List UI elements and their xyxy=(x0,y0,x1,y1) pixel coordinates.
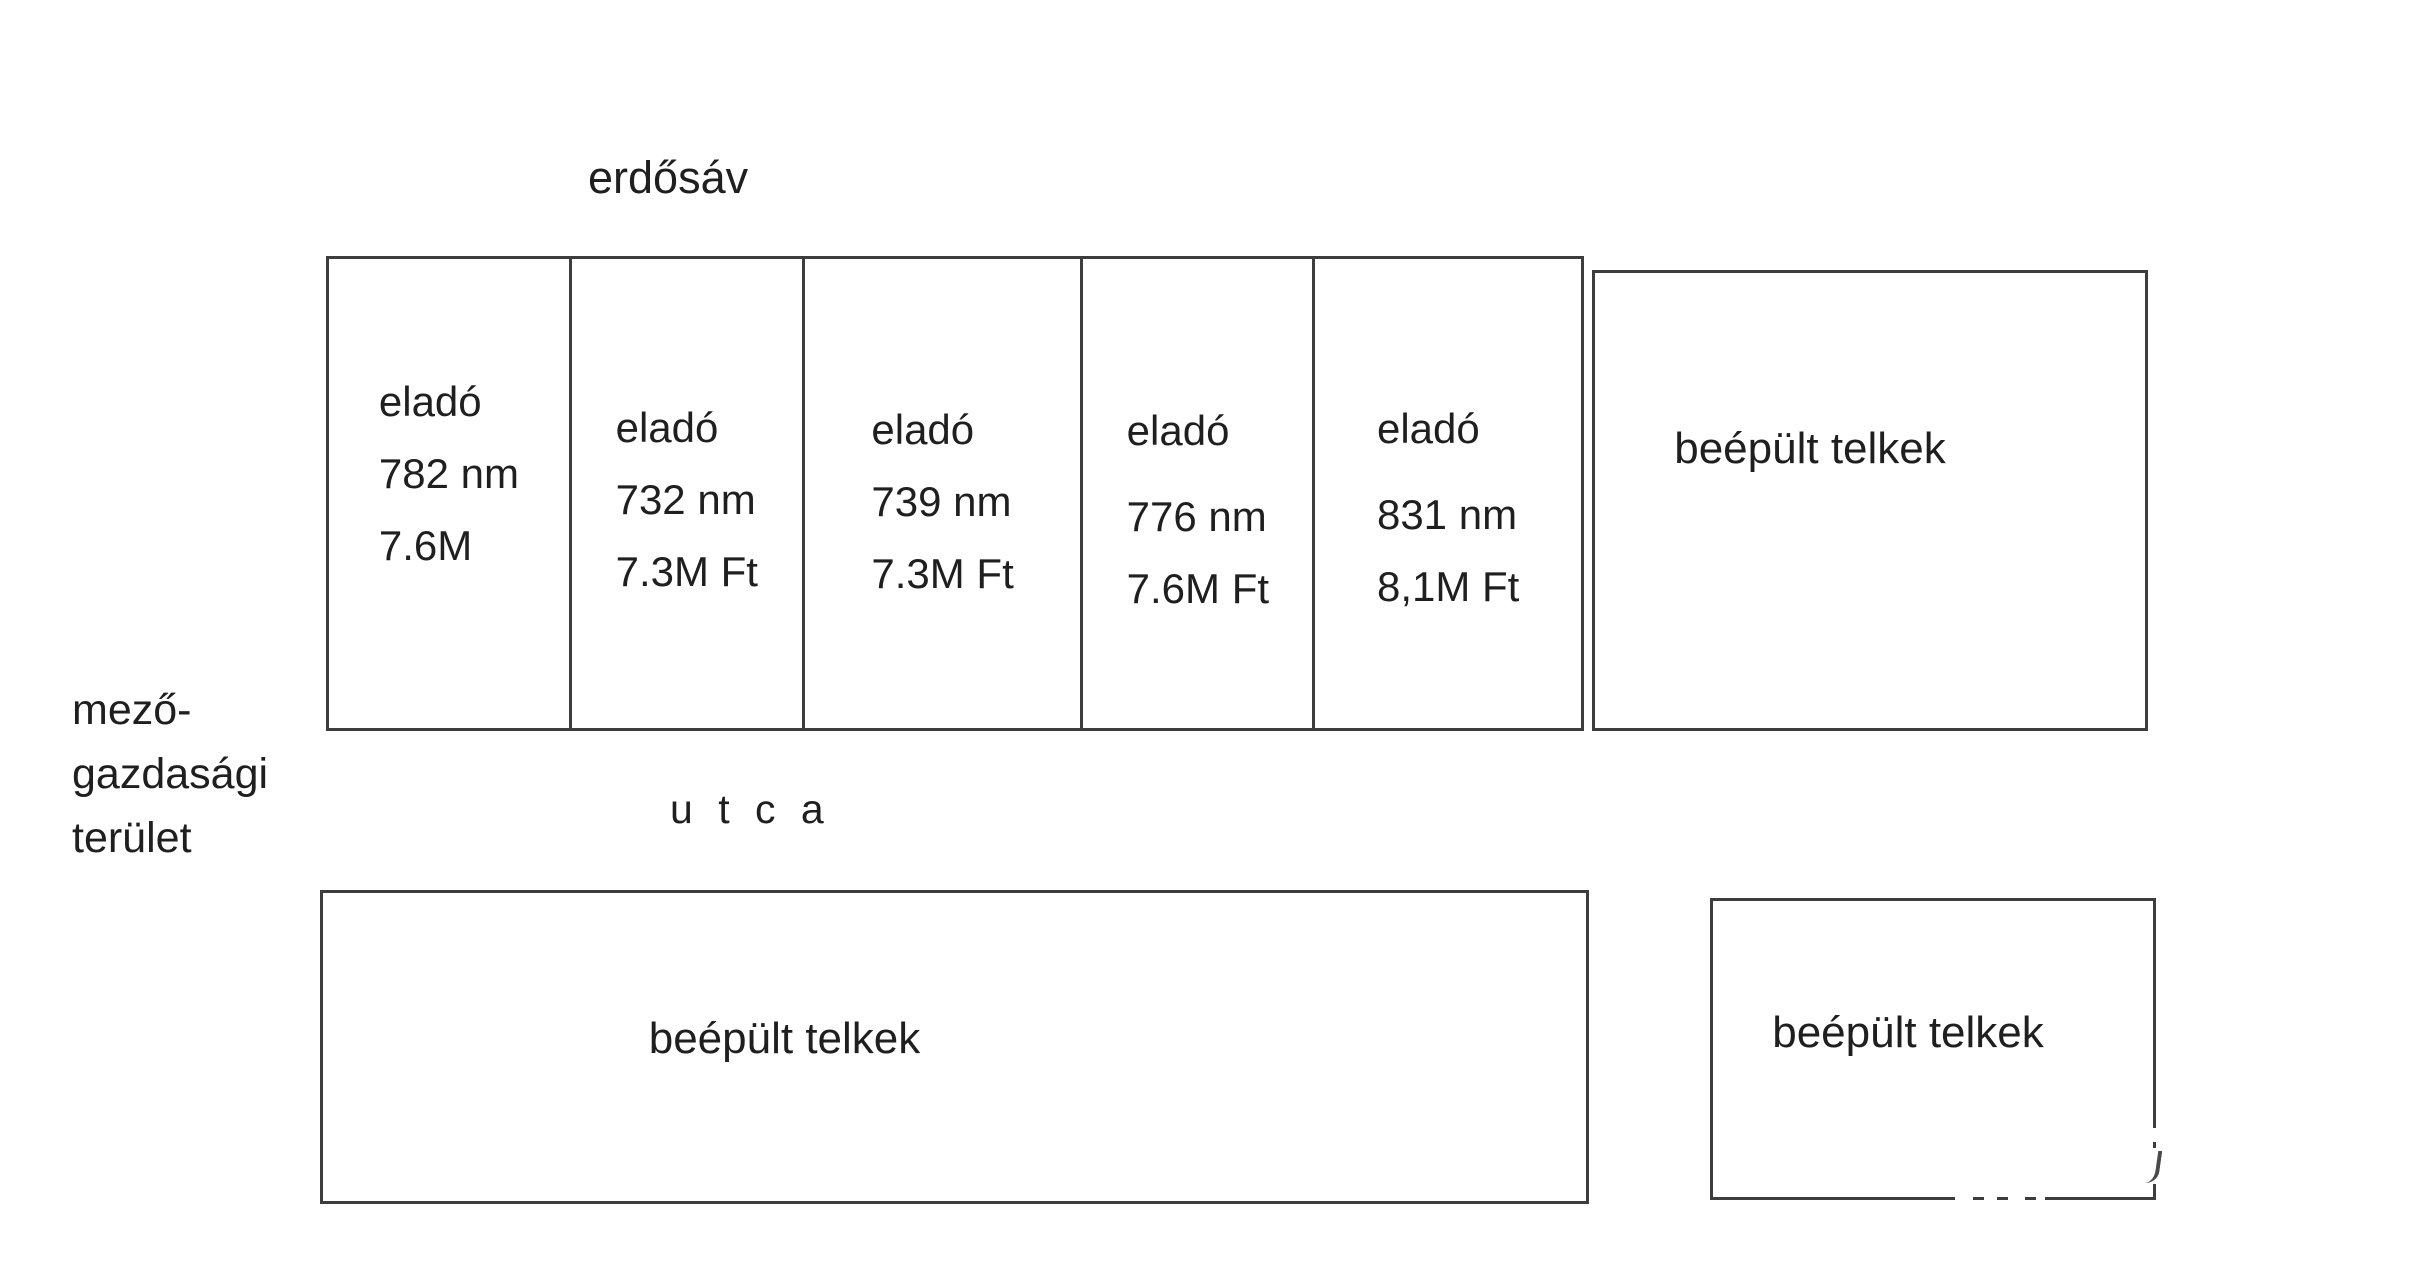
plot-box-5 xyxy=(1312,259,1581,728)
built-plots-top-right-label: beépült telkek xyxy=(1674,423,1946,473)
plot-4-status-label: eladó xyxy=(1126,406,1230,454)
watermark-artifact xyxy=(2008,1193,2025,1203)
built-plots-bottom-right-label: beépült telkek xyxy=(1772,1008,2044,1057)
street-label: u t c a xyxy=(670,786,831,832)
built-plots-box-bottom-left xyxy=(320,890,1589,1204)
plot-box-3 xyxy=(802,259,1081,728)
plot-3-price-label: 7.3M Ft xyxy=(871,549,1014,597)
built-plots-box-top-right xyxy=(1592,270,2148,731)
agricultural-area-label-line1: mező- xyxy=(72,686,192,734)
plot-2-price-label: 7.3M Ft xyxy=(615,547,758,595)
plot-5-status-label: eladó xyxy=(1376,404,1480,452)
plot-box-2 xyxy=(569,259,802,728)
agricultural-area-label xyxy=(72,678,268,870)
plot-2-area-label: 732 nm xyxy=(615,475,756,523)
plot-5-area-label: 831 nm xyxy=(1376,490,1518,538)
watermark-artifact xyxy=(2151,1128,2161,1142)
forest-strip-label: erdősáv xyxy=(588,152,749,203)
plot-box-1 xyxy=(329,259,569,728)
built-plots-box-bottom-right xyxy=(1710,898,2156,1200)
plot-1-area-label: 782 nm xyxy=(378,449,519,497)
plot-row xyxy=(326,256,1584,731)
agricultural-area-label-line2: gazdasági xyxy=(72,750,269,798)
plot-3-text xyxy=(871,394,1013,610)
plot-4-price-label: 7.6M Ft xyxy=(1126,564,1270,612)
plot-5-price-label: 8,1M Ft xyxy=(1376,562,1520,610)
built-plots-bottom-left-label: beépült telkek xyxy=(648,1014,921,1063)
plot-2-text xyxy=(616,392,758,608)
plot-1-text xyxy=(379,366,519,582)
plot-5-text xyxy=(1377,393,1519,623)
plot-3-status-label: eladó xyxy=(871,405,975,453)
plot-3-area-label: 739 nm xyxy=(871,477,1012,525)
agricultural-area-label-line3: terület xyxy=(72,814,192,862)
plot-box-4 xyxy=(1080,259,1312,728)
watermark-artifact xyxy=(2036,1193,2045,1203)
watermark-artifact xyxy=(1955,1193,1973,1203)
plot-1-price-label: 7.6M xyxy=(378,521,473,569)
plot-2-status-label: eladó xyxy=(615,403,719,451)
plot-4-text xyxy=(1127,395,1269,625)
watermark-artifact xyxy=(1984,1193,1997,1203)
plot-4-area-label: 776 nm xyxy=(1126,492,1267,540)
plot-1-status-label: eladó xyxy=(378,377,482,425)
